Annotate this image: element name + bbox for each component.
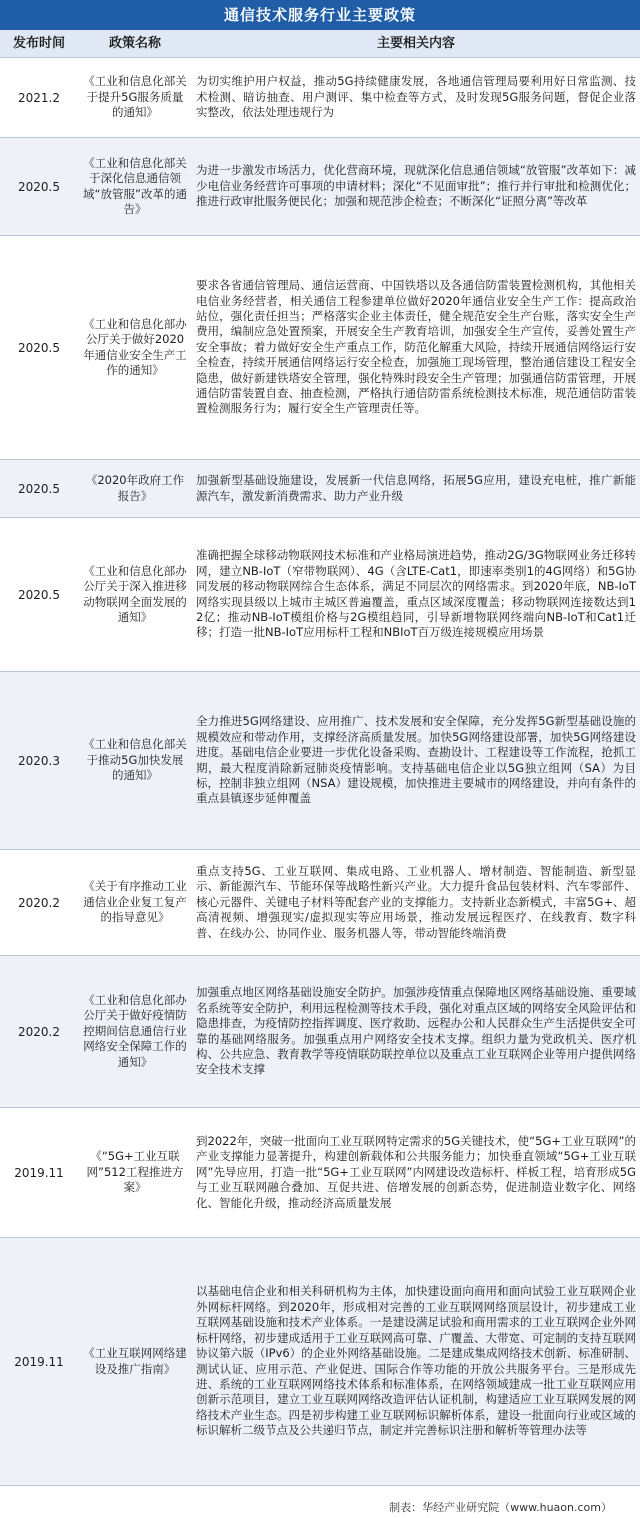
table-title: 通信技术服务行业主要政策 bbox=[0, 0, 640, 30]
table-row bbox=[0, 956, 640, 1108]
row-policy-name: 《工业和信息化部关于深化信息通信领域“放管服”改革的通告》 bbox=[83, 155, 187, 216]
row-date: 2020.2 bbox=[18, 895, 60, 910]
row-date: 2021.2 bbox=[18, 90, 60, 105]
row-date: 2019.11 bbox=[14, 1354, 64, 1369]
header-content: 主要相关内容 bbox=[376, 36, 455, 51]
row-date: 2020.5 bbox=[18, 481, 60, 496]
row-content: 要求各省通信管理局、通信运营商、中国铁塔以及各通信防雷装置检测机构，其他相关电信业务经营者，相关通信工程参建单位做好2020年通信业安全生产工作：提高政治站位，强化责任担当；严格落实企业主体责任，健全规范安全生产台账，落实安全生产费用，编制应急处置预案，开展安全生产教育培训，加强安全生产宣传，妥善处置生产安全事故；着力做好安全生产重点工作，防范化解重大风险，持续开展通信网络运行安全检查，持续开展通信网络运行安全检查，加强施工现场管理，整治通信建设工程安全隐患，做好新建铁塔安全管理，强化特殊时段安全生产管理；加强通信防雷管理，开展通信防雷装置自查、抽查检测，严格执行通信防雷系统检测技术标准，规范通信防雷装置检测服务行为；履行安全生产管理责任等。 bbox=[196, 278, 636, 416]
row-content: 加强新型基础设施建设，发展新一代信息网络，拓展5G应用，建设充电桩，推广新能源汽车，激发新消费需求、助力产业升级 bbox=[196, 473, 636, 503]
row-date: 2020.2 bbox=[18, 1024, 60, 1039]
header-name: 政策名称 bbox=[108, 36, 161, 51]
table-row bbox=[0, 58, 640, 138]
row-content: 为切实维护用户权益，推动5G持续健康发展，各地通信管理局要利用好日常监测、技术检测、暗访抽查、用户测评、集中检查等方式，及时发现5G服务问题，督促企业落实整改，依法处理违规行为 bbox=[196, 74, 636, 120]
row-policy-name: 《工业和信息化部办公厅关于深入推进移动物联网全面发展的通知》 bbox=[83, 563, 187, 624]
row-content: 准确把握全球移动物联网技术标准和产业格局演进趋势，推动2G/3G物联网业务迁移转网，建立NB-IoT（窄带物联网）、4G（含LTE-Cat1，即速率类别1的4G网络）和5G协同发展的移动物联网综合生态体系，满足不同层次的网络需求。到2020年底，NB-IoT网络实现县级以上城市主城区普遍覆盖，重点区域深度覆盖；移动物联网连接数达到12亿；推动NB-IoT模组价格与2G模组趋同，引导新增物联网终端向NB-IoT和Cat1迁移；打造一批NB-IoT应用标杆工程和NBIoT百万级连接规模应用场景 bbox=[196, 548, 636, 640]
row-content: 为进一步激发市场活力，优化营商环境，现就深化信息通信领域“放管服”改革如下：减少电信业务经营许可事项的申请材料；深化“不见面审批”；推行并行审批和检测优化；推进行政审批服务便民化；加强和规范涉企检查；不断深化“证照分离”等改革 bbox=[196, 163, 636, 209]
row-policy-name: 《工业和信息化部关于提升5G服务质量的通知》 bbox=[83, 74, 187, 120]
table-row bbox=[0, 138, 640, 236]
header-date: 发布时间 bbox=[12, 36, 65, 51]
row-policy-name: 《“5G+工业互联网”512工程推进方案》 bbox=[86, 1149, 184, 1195]
table-row bbox=[0, 672, 640, 850]
row-date: 2019.11 bbox=[14, 1165, 64, 1180]
row-content: 到2022年，突破一批面向工业互联网特定需求的5G关键技术，使“5G+工业互联网”的产业支撑能力显著提升，构建创新载体和公共服务能力；加快垂直领域“5G+工业互联网”先导应用，打造一批“5G+工业互联网”内网建设改造标杆、样板工程，培育形成5G与工业互联网融合叠加、互促共进、倍增发展的创新态势，促进制造业数字化、网络化、智能化升级，推动经济高质量发展 bbox=[196, 1133, 636, 1210]
row-date: 2020.5 bbox=[18, 179, 60, 194]
table-row bbox=[0, 1108, 640, 1238]
table-row bbox=[0, 1238, 640, 1486]
table-row bbox=[0, 518, 640, 672]
row-date: 2020.5 bbox=[18, 340, 60, 355]
row-content: 全力推进5G网络建设、应用推广、技术发展和安全保障，充分发挥5G新型基础设施的规模效应和带动作用，支撑经济高质量发展。加快5G网络建设部署，加快5G网络建设进度。基础电信企业要进一步优化设备采购、查勘设计、工程建设等工作流程，抢抓工期，最大程度消除新冠肺炎疫情影响。支持基础电信企业以5G独立组网（SA）为目标，控制非独立组网（NSA）建设规模，加快推进主要城市的网络建设，并向有条件的重点县镇逐步延伸覆盖 bbox=[196, 714, 636, 806]
row-policy-name: 《关于有序推动工业通信业企业复工复产的指导意见》 bbox=[83, 879, 187, 925]
table-row bbox=[0, 850, 640, 956]
row-policy-name: 《工业互联网网络建设及推广指南》 bbox=[83, 1346, 187, 1376]
table-header bbox=[0, 30, 640, 58]
row-content: 以基础电信企业和相关科研机构为主体，加快建设面向商用和面向试验工业互联网企业外网标杆网络。到2020年，形成相对完善的工业互联网网络顶层设计，初步建成工业互联网基础设施和技术产业体系。一是建设满足试验和商用需求的工业互联网企业外网标杆网络，初步建成适用于工业互联网高可靠、广覆盖、大带宽、可定制的支持互联网协议第六版（IPv6）的企业外网络基础设施。二是建成集成网络技术创新、标准研制、测试认证、应用示范、产业促进、国际合作等功能的开放公共服务平台。三是形成先进、系统的工业互联网网络技术体系和标准体系，在网络领域建成一批工业互联网应用创新示范项目，建立工业互联网网络改造评估认证机制，构建适应工业互联网发展的网络技术产业生态。四是初步构建工业互联网标识解析体系，建设一批面向行业或区域的标识解析二级节点及公共递归节点，制定并完善标识注册和解析等管理办法等 bbox=[196, 1284, 636, 1438]
row-policy-name: 《2020年政府工作报告》 bbox=[85, 473, 185, 503]
table-row bbox=[0, 460, 640, 518]
source-footer: 制表：华经产业研究院（www.huaon.com） bbox=[0, 1498, 640, 1518]
row-policy-name: 《工业和信息化部办公厅关于做好2020年通信业安全生产工作的通知》 bbox=[83, 316, 187, 377]
row-policy-name: 《工业和信息化部办公厅关于做好疫情防控期间信息通信行业网络安全保障工作的通知》 bbox=[83, 992, 187, 1069]
row-content: 加强重点地区网络基础设施安全防护。加强涉疫情重点保障地区网络基础设施、重要域名系统等安全防护，利用远程检测等技术手段，强化对重点区域的网络安全风险评估和隐患排查，为疫情防控指挥调度、医疗救助、远程办公和人民群众生产生活提供安全可靠的基础网络服务。加强重点用户网络安全技术支撑。组织力量为党政机关、医疗机构、公共应急、教育教学等疫情联防联控单位以及重点工业互联网企业等用户提供网络安全技术支撑 bbox=[196, 985, 636, 1077]
row-date: 2020.3 bbox=[18, 753, 60, 768]
table-row bbox=[0, 236, 640, 460]
row-date: 2020.5 bbox=[18, 587, 60, 602]
row-policy-name: 《工业和信息化部关于推动5G加快发展的通知》 bbox=[83, 737, 187, 783]
row-content: 重点支持5G、工业互联网、集成电路、工业机器人、增材制造、智能制造、新型显示、新能源汽车、节能环保等战略性新兴产业。大力提升食品包装材料、汽车零部件、核心元器件、关键电子材料等配套产业的支撑能力。支持新业态新模式，丰富5G+、超高清视频、增强现实/虚拟现实等应用场景，推动发展远程医疗、在线教育、数字科普、在线办公、协同作业、服务机器人等，带动智能终端消费 bbox=[196, 863, 636, 940]
